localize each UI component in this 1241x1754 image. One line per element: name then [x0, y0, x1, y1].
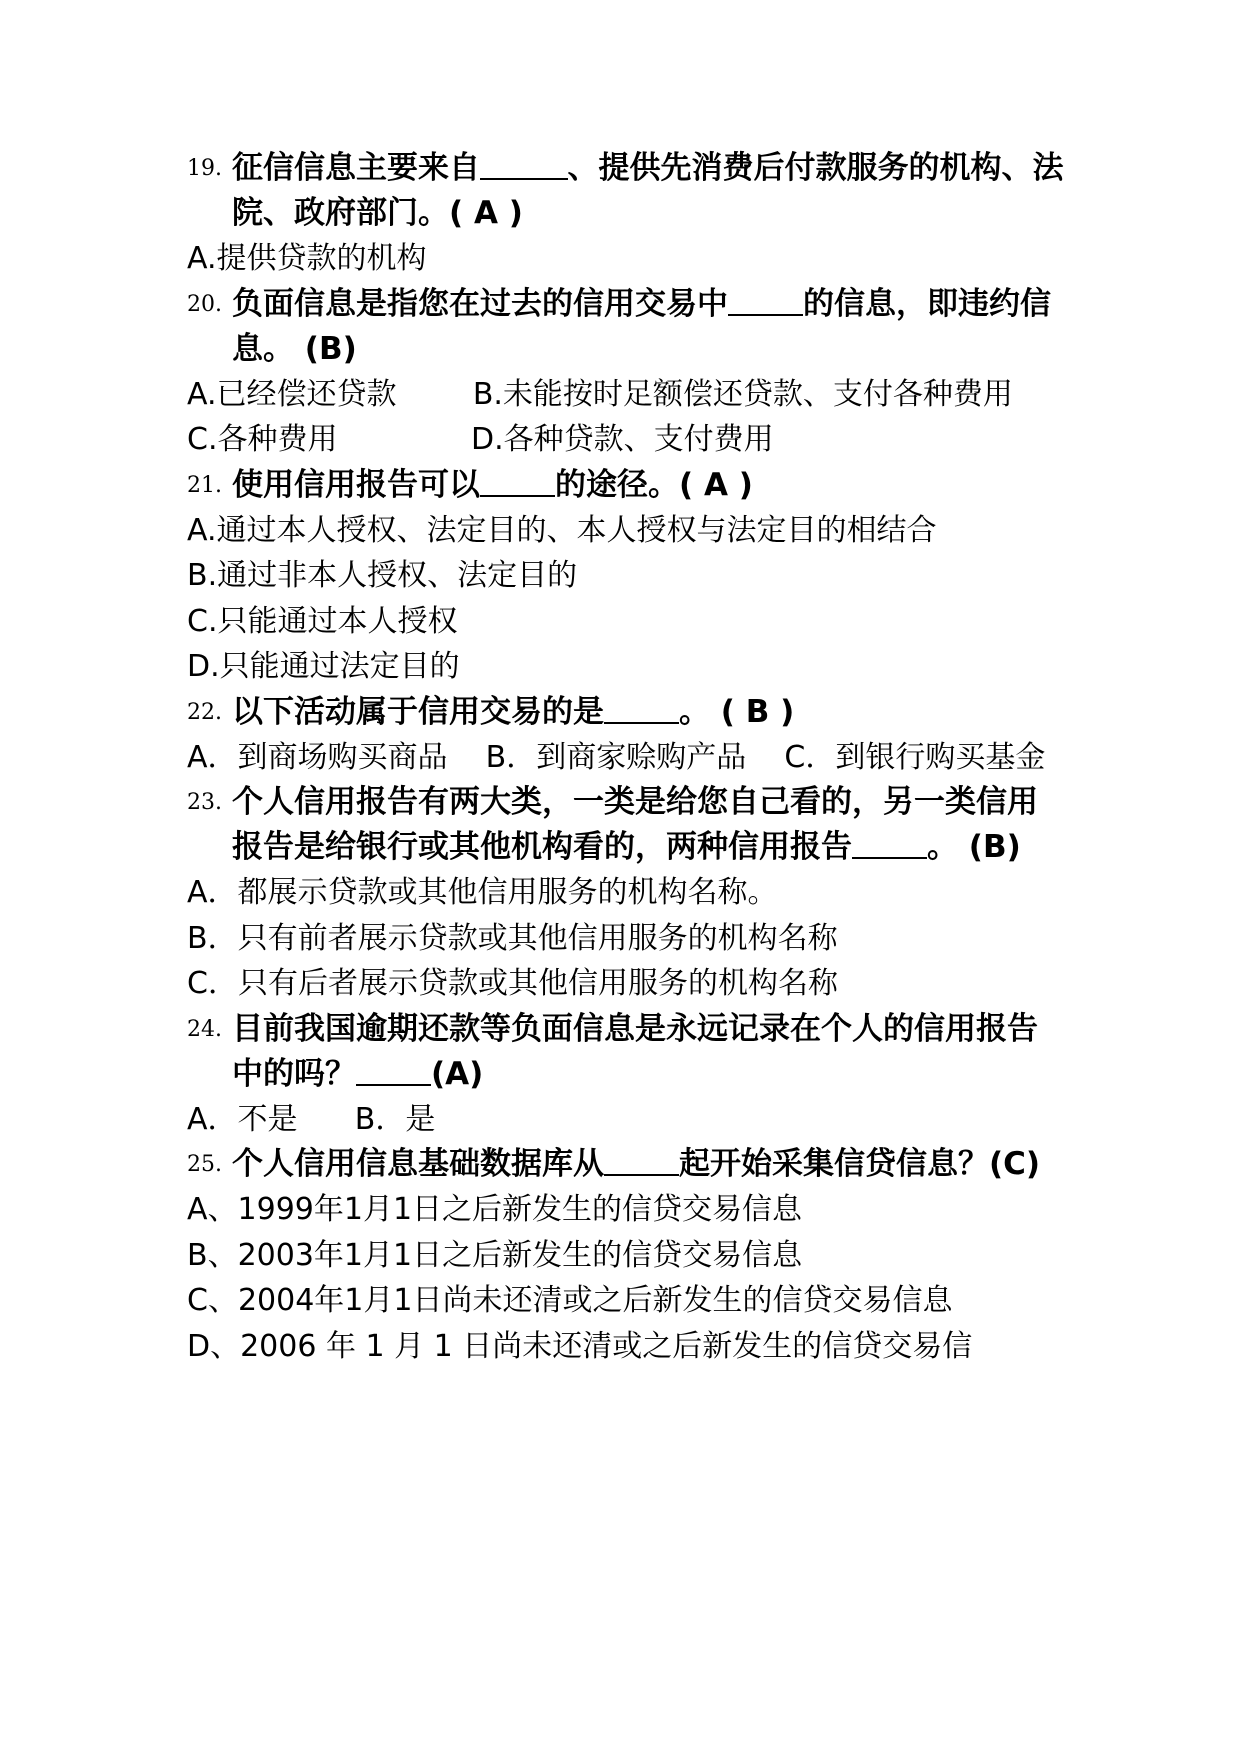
question-stem-before-blank: 目前我国逾期还款等负面信息是永远记录在个人的信用报告中的吗？: [232, 1010, 1038, 1092]
question-text: [232, 690, 1067, 735]
question-21: [187, 463, 1067, 508]
question-25: [187, 1142, 1067, 1187]
answer-blank: [480, 465, 555, 497]
answer-blank: [852, 827, 927, 859]
question-number: 23.: [187, 790, 222, 815]
option-line: C.只能通过本人授权: [187, 603, 458, 639]
option-line: C、2004年1月1日尚未还清或之后新发生的信贷交易信息: [187, 1283, 953, 1318]
question-stem-after-blank: 。 ( B ): [679, 693, 795, 730]
question-number: 21.: [187, 472, 222, 498]
option-line: C．只有后者展示贷款或其他信用服务的机构名称: [187, 966, 838, 1001]
question-text: [232, 1142, 1067, 1187]
question-number: 20.: [187, 291, 222, 317]
option-line: D.只能通过法定目的: [187, 649, 460, 684]
answer-blank: [480, 148, 568, 180]
option-line: A.提供贷款的机构: [187, 241, 427, 276]
question-text: [232, 1007, 1067, 1097]
question-19: [187, 146, 1067, 236]
question-number: 22.: [187, 699, 222, 725]
question-number: 24.: [187, 1016, 222, 1042]
answer-blank: [356, 1054, 431, 1086]
question-23: [187, 780, 1067, 870]
question-text: [232, 282, 1067, 372]
question-stem-after-blank: 。 (B): [927, 829, 1021, 865]
option-line: B．只有前者展示贷款或其他信用服务的机构名称: [187, 920, 838, 956]
question-stem-before-blank: 以下活动属于信用交易的是: [232, 693, 604, 730]
question-stem-after-blank: 的途径。( A ): [555, 466, 753, 503]
question-text: [232, 463, 1067, 508]
question-stem-before-blank: 个人信用报告有两大类，一类是给您自己看的，另一类信用报告是给银行或其他机构看的，两种信用报告: [232, 784, 1038, 865]
option-line: A．都展示贷款或其他信用服务的机构名称。: [187, 875, 778, 910]
option-line: A、1999年1月1日之后新发生的信贷交易信息: [187, 1192, 803, 1227]
question-20: [187, 282, 1067, 372]
question-stem-before-blank: 负面信息是指您在过去的信用交易中: [232, 285, 728, 322]
option-line: D、2006 年 1 月 1 日尚未还清或之后新发生的信贷交易信: [187, 1328, 973, 1364]
answer-blank: [728, 284, 803, 316]
question-stem-after-blank: 、提供先消费后付款服务的机构、法院、政府部门。( A ): [232, 150, 1064, 231]
exam-page: [187, 146, 1067, 1369]
question-stem-after-blank: (A): [431, 1055, 484, 1092]
question-number: 25.: [187, 1152, 222, 1177]
option-line: A．到商场购买商品 B．到商家赊购产品 C．到银行购买基金: [187, 739, 1046, 775]
question-24: [187, 1007, 1067, 1097]
answer-blank: [604, 1144, 679, 1176]
option-line: A.通过本人授权、法定目的、本人授权与法定目的相结合: [187, 512, 937, 548]
answer-blank: [604, 692, 679, 724]
option-line: C.各种费用 D.各种贷款、支付费用: [187, 422, 774, 457]
option-line: A.已经偿还贷款 B.未能按时足额偿还贷款、支付各种费用: [187, 376, 1013, 412]
option-line: B.通过非本人授权、法定目的: [187, 558, 578, 593]
option-line: B、2003年1月1日之后新发生的信贷交易信息: [187, 1237, 803, 1273]
question-text: [232, 146, 1067, 236]
question-text: [232, 780, 1067, 870]
question-stem-after-blank: 起开始采集信贷信息？(C): [679, 1146, 1041, 1182]
option-line: A．不是 B．是: [187, 1101, 436, 1137]
question-number: 19.: [187, 156, 222, 181]
question-stem-before-blank: 征信信息主要来自: [232, 150, 480, 186]
question-stem-before-blank: 使用信用报告可以: [232, 466, 480, 503]
question-22: [187, 690, 1067, 735]
question-stem-after-blank: 的信息，即违约信息。 (B): [232, 285, 1051, 367]
question-stem-before-blank: 个人信用信息基础数据库从: [232, 1146, 604, 1182]
